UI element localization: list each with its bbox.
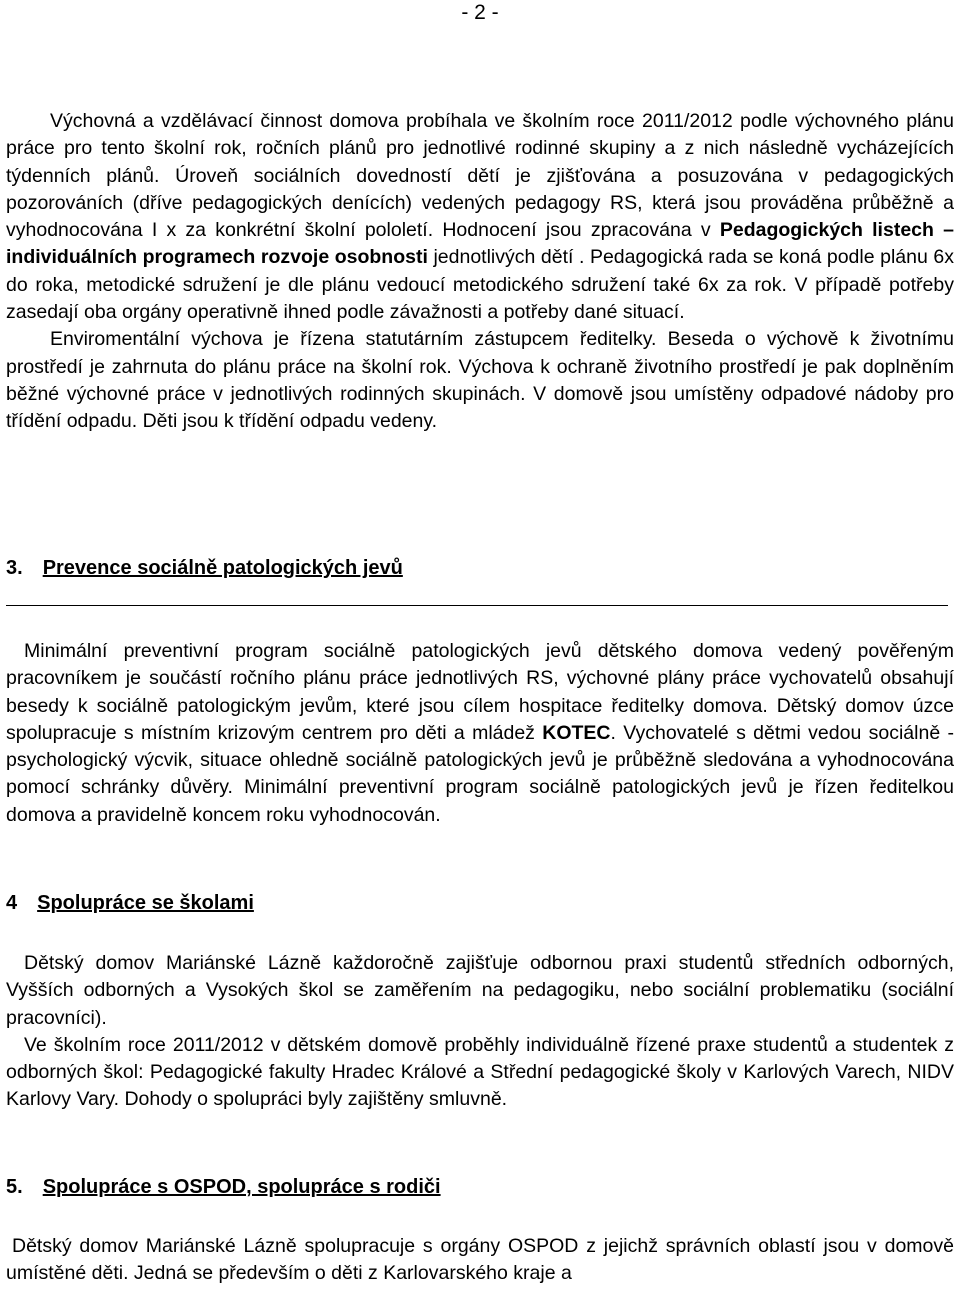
section-number: 3. bbox=[6, 557, 23, 579]
section-number: 5. bbox=[6, 1176, 23, 1198]
section-title: Spolupráce se školami bbox=[37, 892, 254, 914]
text-run: Ve školním roce 2011/2012 v dětském domově proběhly individuálně řízené praxe studentů a studentek z odborných škol: Pedagogické fakulty Hradec Králové a Střední pedagogické školy v Karlových Varech, NIDV Karlovy Vary. Dohody o spolupráci byly zajištěny smluvně. bbox=[6, 1033, 954, 1111]
section-heading bbox=[6, 1174, 441, 1200]
bold-text-run: KOTEC bbox=[542, 721, 611, 744]
section-heading bbox=[6, 890, 254, 916]
section-number: 4 bbox=[6, 892, 18, 914]
text-run: Enviromentální výchova je řízena statutárním zástupcem ředitelky. Beseda o výchově k životnímu prostředí je zahrnuta do plánu práce na školní rok. Výchova k ochraně životního prostředí je pak doplněním běžné výchovné práce v jednotlivých rodinných skupinách. V domově jsou umístěny odpadové nádoby pro třídění odpadu. Děti jsou k třídění odpadu vedeny. bbox=[6, 328, 954, 433]
paragraph bbox=[6, 1032, 954, 1114]
section-heading bbox=[6, 555, 403, 581]
horizontal-rule bbox=[6, 605, 948, 606]
paragraph bbox=[6, 1233, 954, 1288]
section-body bbox=[6, 638, 954, 829]
text-run: jednotlivých dětí . Pedagogická rada se koná podle plánu 6x do roka, metodické sdružení je dle plánu vedoucí metodického sdružení také 6x za rok. V případě potřeby zasedají oba orgány operativně ihned podle závažnosti a potřeby dané situací. bbox=[6, 246, 954, 324]
text-run: Minimální preventivní program sociálně patologických jevů dětského domova vedený pověřeným pracovníkem je součástí ročního plánu práce jednotlivých RS, výchovné plány práce vychovatelů obsahují besedy k sociálně patologickým jevům, které jsou cílem hospitace ředitelky domova. Dětský domov úzce spolupracuje s místním krizovým centrem pro děti a mládež bbox=[6, 640, 954, 744]
paragraph bbox=[6, 108, 954, 326]
text-run: Dětský domov Mariánské Lázně každoročně zajišťuje odbornou praxi studentů středních odborných, Vyšších odborných a Vysokých škol se zaměřením na pedagogiku, nebo sociální problematiku (sociální pracovníci). bbox=[6, 952, 954, 1029]
intro-block bbox=[6, 108, 954, 436]
paragraph bbox=[6, 638, 954, 829]
bold-text-run: Pedagogických listech – individuálních programech rozvoje osobnosti bbox=[6, 219, 954, 269]
section-body bbox=[6, 950, 954, 1114]
section-title: Spolupráce s OSPOD, spolupráce s rodiči bbox=[42, 1176, 441, 1198]
text-run: Výchovná a vzdělávací činnost domova probíhala ve školním roce 2011/2012 podle výchovného plánu práce pro tento školní rok, ročních plánů pro jednotlivé rodinné skupiny a z nich následně vycházejících týdenních plánů. Úroveň sociálních dovedností dětí je zjišťována a posuzována v pedagogických pozorováních (dříve pedagogických denících) vedených pedagogy RS, která jsou prováděna průběžně a vyhodnocována I x za konkrétní školní pololetí. Hodnocení jsou zpracována v bbox=[6, 110, 954, 242]
text-run: . Vychovatelé s dětmi vedou sociálně - psychologický výcvik, situace ohledně sociálně patologických jevů je průběžně sledována a vyhodnocována pomocí schránky důvěry. Minimální preventivní program sociálně patologických jevů je řízen ředitelkou domova a pravidelně koncem roku vyhodnocován. bbox=[6, 721, 954, 826]
page-number: - 2 - bbox=[461, 1, 499, 24]
paragraph bbox=[6, 950, 954, 1032]
text-run: Dětský domov Mariánské Lázně spolupracuje s orgány OSPOD z jejichž správních oblastí jsou v domově umístěné děti. Jedná se především o děti z Karlovarského kraje a bbox=[6, 1235, 954, 1285]
paragraph bbox=[6, 326, 954, 435]
section-body bbox=[6, 1233, 954, 1288]
section-title: Prevence sociálně patologických jevů bbox=[42, 557, 403, 579]
